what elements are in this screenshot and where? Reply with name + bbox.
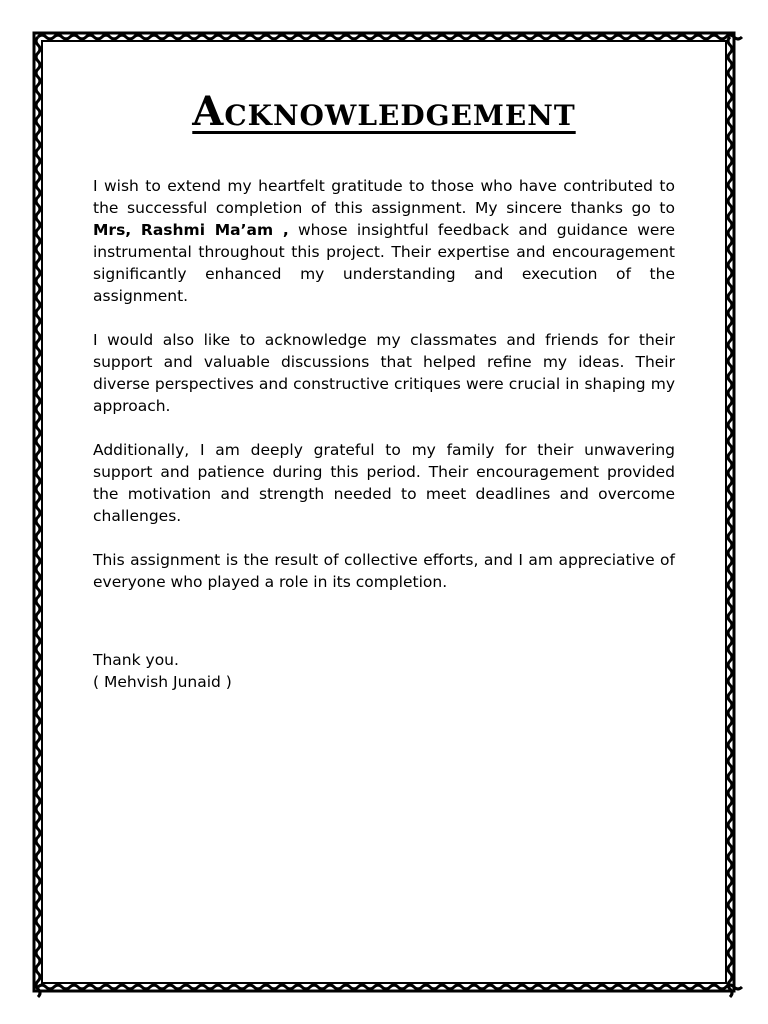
closing-block [93, 649, 675, 693]
paragraph-1-before: I wish to extend my heartfelt gratitude to those who have contributed to the successful completion of this assignment. My sincere thanks go to [93, 177, 675, 217]
recipient-name: Mrs, Rashmi Ma’am , [93, 221, 289, 239]
closing-line: Thank you. [93, 651, 179, 669]
border-wave-top [38, 35, 742, 39]
border-wave-left [36, 37, 40, 997]
document-body [93, 175, 675, 693]
signature: ( Mehvish Junaid ) [93, 673, 232, 691]
paragraph-4: This assignment is the result of collective efforts, and I am appreciative of everyone who played a role in its completion. [93, 551, 675, 591]
paragraph-2: I would also like to acknowledge my classmates and friends for their support and valuable discussions that helped refine my ideas. Their diverse perspectives and constructive critiques were crucial in shaping my approach. [93, 331, 675, 415]
paragraph-1 [93, 175, 675, 307]
paragraph-3: Additionally, I am deeply grateful to my family for their unwavering support and patience during this period. Their encouragement provided the motivation and strength needed to meet deadlines and overcome challenges. [93, 441, 675, 525]
page-title: Acknowledgement [192, 88, 576, 135]
border-wave-bottom [38, 985, 742, 989]
paragraph-1-after: whose insightful feedback and guidance were instrumental throughout this project. Their expertise and encouragement significantly enhanced my understanding and execution of the assignment. [93, 221, 675, 305]
border-wave-right [728, 37, 732, 997]
